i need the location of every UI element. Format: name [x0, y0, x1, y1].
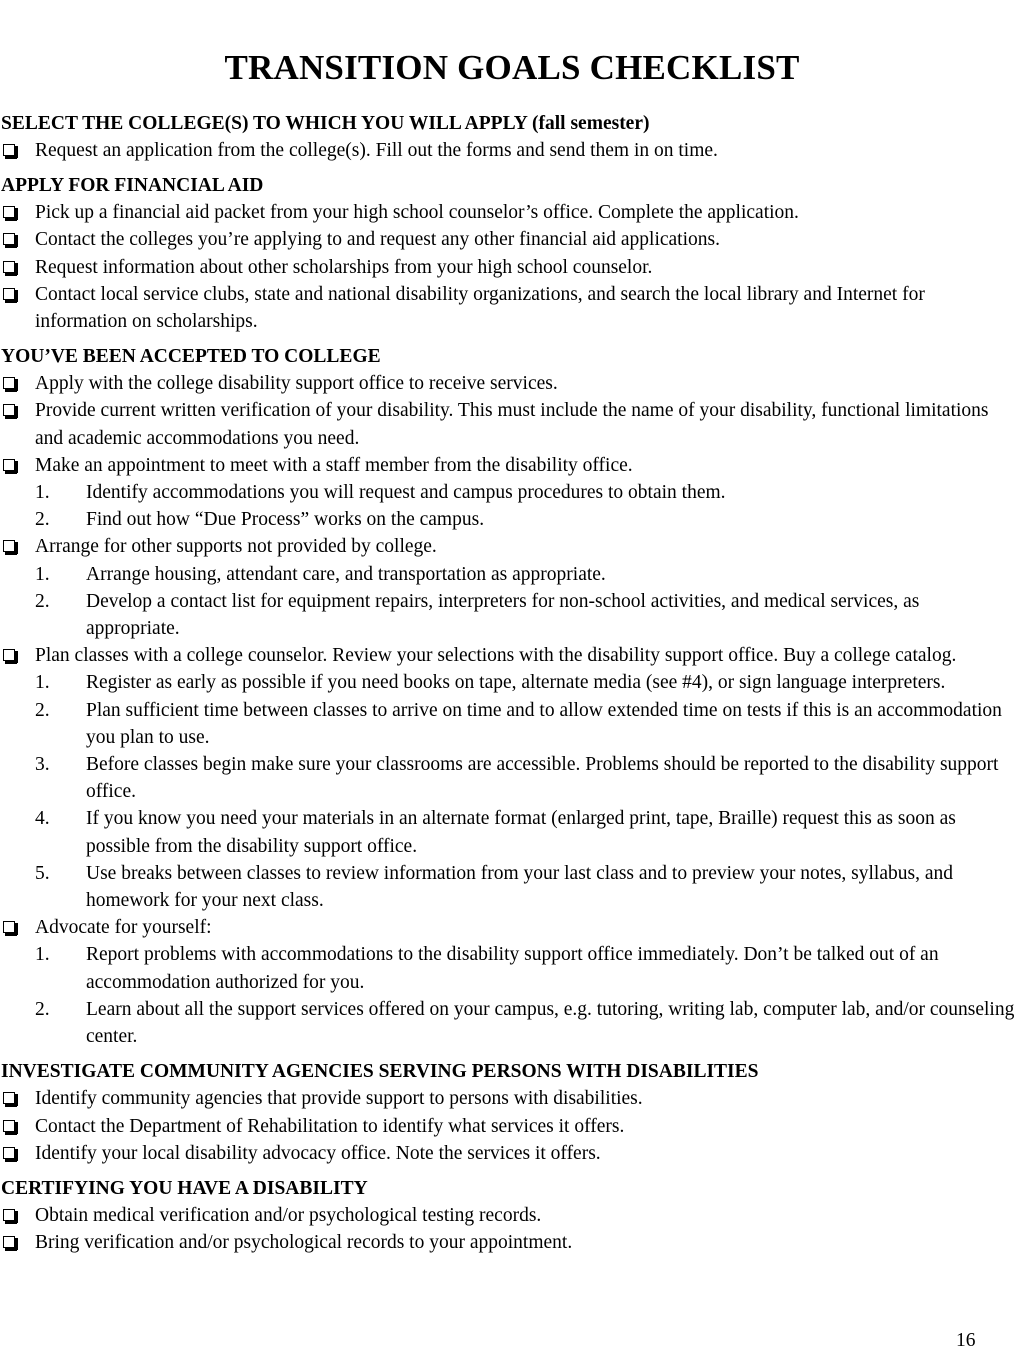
- subitem-text: Register as early as possible if you need books on tape, alternate media (see #4), or sign language interpreters.: [86, 672, 946, 694]
- checkbox-icon[interactable]: [3, 404, 15, 416]
- page-title: TRANSITION GOALS CHECKLIST: [224, 48, 800, 87]
- subitem-number: 2.: [35, 998, 50, 1020]
- checklist-section: [1, 1058, 1016, 1167]
- checklist-section: [1, 1175, 1016, 1256]
- checklist-item-text: Advocate for yourself:: [35, 917, 212, 939]
- checklist-item: [1, 397, 1016, 451]
- checkbox-icon[interactable]: [3, 144, 15, 156]
- checklist-item: [1, 1229, 1016, 1256]
- checkbox-icon[interactable]: [3, 233, 15, 245]
- checklist-item-text: Obtain medical verification and/or psychological testing records.: [35, 1204, 542, 1226]
- section-heading: INVESTIGATE COMMUNITY AGENCIES SERVING PERSONS WITH DISABILITIES: [1, 1061, 759, 1083]
- numbered-subitem: [1, 479, 1016, 506]
- numbered-subitem: [1, 751, 1016, 805]
- checklist-section: [1, 110, 1016, 164]
- numbered-subitem: [1, 941, 1016, 995]
- checkbox-icon[interactable]: [3, 1209, 15, 1221]
- subitem-text: Learn about all the support services offered on your campus, e.g. tutoring, writing lab, computer lab, and/or counseling center.: [86, 998, 1015, 1048]
- checkbox-icon[interactable]: [3, 377, 15, 389]
- numbered-subitem: [1, 588, 1016, 642]
- numbered-subitem: [1, 805, 1016, 859]
- checkbox-icon[interactable]: [3, 1120, 15, 1132]
- checklist-section: [1, 172, 1016, 335]
- checklist-item: [1, 533, 1016, 560]
- checklist-item-text: Request information about other scholarships from your high school counselor.: [35, 256, 653, 278]
- numbered-subitem: [1, 669, 1016, 696]
- checklist-item: [1, 370, 1016, 397]
- subitem-text: Find out how “Due Process” works on the campus.: [86, 509, 485, 531]
- subitem-number: 2.: [35, 509, 50, 531]
- checklist-item: [1, 1085, 1016, 1112]
- checklist-item-text: Make an appointment to meet with a staff member from the disability office.: [35, 454, 633, 476]
- checkbox-icon[interactable]: [3, 261, 15, 273]
- checklist-section: [1, 343, 1016, 1050]
- checklist-item: [1, 1140, 1016, 1167]
- checklist-item: [1, 226, 1016, 253]
- checklist-item: [1, 1202, 1016, 1229]
- checklist-item: [1, 642, 1016, 669]
- subitem-text: Identify accommodations you will request and campus procedures to obtain them.: [86, 482, 726, 504]
- checklist-item-text: Identify community agencies that provide support to persons with disabilities.: [35, 1088, 643, 1110]
- checkbox-icon[interactable]: [3, 1236, 15, 1248]
- numbered-subitem: [1, 561, 1016, 588]
- subitem-number: 4.: [35, 808, 50, 830]
- checklist-item-text: Provide current written verification of your disability. This must include the name of your disability, functional limitations and academic accommodations you need.: [35, 400, 989, 449]
- checklist-item-text: Contact the Department of Rehabilitation to identify what services it offers.: [35, 1115, 625, 1137]
- subitem-text: Plan sufficient time between classes to arrive on time and to allow extended time on tests if this is an accommodation you plan to use.: [86, 699, 1002, 748]
- checklist-item-text: Bring verification and/or psychological records to your appointment.: [35, 1232, 573, 1254]
- section-heading: SELECT THE COLLEGE(S) TO WHICH YOU WILL APPLY (fall semester): [1, 113, 650, 134]
- checklist-item: [1, 254, 1016, 281]
- checklist-item: [1, 137, 1016, 164]
- subitem-text: If you know you need your materials in an alternate format (enlarged print, tape, Braille) request this as soon as possible from the disability support office.: [86, 808, 956, 857]
- subitem-number: 3.: [35, 754, 50, 776]
- section-heading: CERTIFYING YOU HAVE A DISABILITY: [1, 1177, 368, 1199]
- section-heading: YOU’VE BEEN ACCEPTED TO COLLEGE: [1, 346, 381, 368]
- numbered-subitem: [1, 860, 1016, 914]
- numbered-subitem: [1, 506, 1016, 533]
- checkbox-icon[interactable]: [3, 1147, 15, 1159]
- checklist-item-text: Identify your local disability advocacy office. Note the services it offers.: [35, 1142, 601, 1164]
- checklist-item: [1, 452, 1016, 479]
- checklist-item: [1, 914, 1016, 941]
- checklist-item-text: Contact the colleges you’re applying to and request any other financial aid applications.: [35, 229, 720, 251]
- subitem-text: Report problems with accommodations to the disability support office immediately. Don’t be talked out of an accommodation authorized for you.: [86, 944, 939, 993]
- subitem-text: Use breaks between classes to review information from your last class and to preview your notes, syllabus, and homework for your next class.: [86, 862, 953, 912]
- checklist-item-text: Plan classes with a college counselor. Review your selections with the disability support office. Buy a college catalog.: [35, 645, 957, 667]
- subitem-text: Develop a contact list for equipment repairs, interpreters for non-school activities, and medical services, as appropriate.: [86, 590, 920, 640]
- subitem-number: 2.: [35, 590, 50, 612]
- checklist-item: [1, 1113, 1016, 1140]
- subitem-number: 1.: [35, 944, 50, 966]
- checklist-item-text: Arrange for other supports not provided by college.: [35, 536, 437, 558]
- numbered-subitem: [1, 697, 1016, 751]
- subitem-text: Before classes begin make sure your classrooms are accessible. Problems should be reported to the disability support office.: [86, 754, 999, 803]
- subitem-number: 1.: [35, 672, 50, 694]
- numbered-subitem: [1, 996, 1016, 1050]
- subitem-text: Arrange housing, attendant care, and transportation as appropriate.: [86, 563, 606, 585]
- checkbox-icon[interactable]: [3, 288, 15, 300]
- checkbox-icon[interactable]: [3, 921, 15, 933]
- checklist-item: [1, 281, 1016, 335]
- subitem-number: 2.: [35, 699, 50, 721]
- checklist-item-text: Contact local service clubs, state and national disability organizations, and search the local library and Internet for information on scholarships.: [35, 283, 925, 333]
- checkbox-icon[interactable]: [3, 206, 15, 218]
- checkbox-icon[interactable]: [3, 540, 15, 552]
- checkbox-icon[interactable]: [3, 1092, 15, 1104]
- page-number: 16: [956, 1330, 976, 1351]
- checklist-item-text: Request an application from the college(s). Fill out the forms and send them in on time.: [35, 140, 718, 161]
- section-heading: APPLY FOR FINANCIAL AID: [1, 175, 264, 197]
- subitem-number: 1.: [35, 482, 50, 504]
- subitem-number: 5.: [35, 862, 50, 884]
- subitem-number: 1.: [35, 563, 50, 585]
- checklist-content: [1, 110, 1016, 1264]
- checklist-item-text: Pick up a financial aid packet from your high school counselor’s office. Complete the application.: [35, 202, 799, 224]
- checkbox-icon[interactable]: [3, 649, 15, 661]
- checkbox-icon[interactable]: [3, 459, 15, 471]
- checklist-item-text: Apply with the college disability support office to receive services.: [35, 373, 558, 395]
- checklist-item: [1, 199, 1016, 226]
